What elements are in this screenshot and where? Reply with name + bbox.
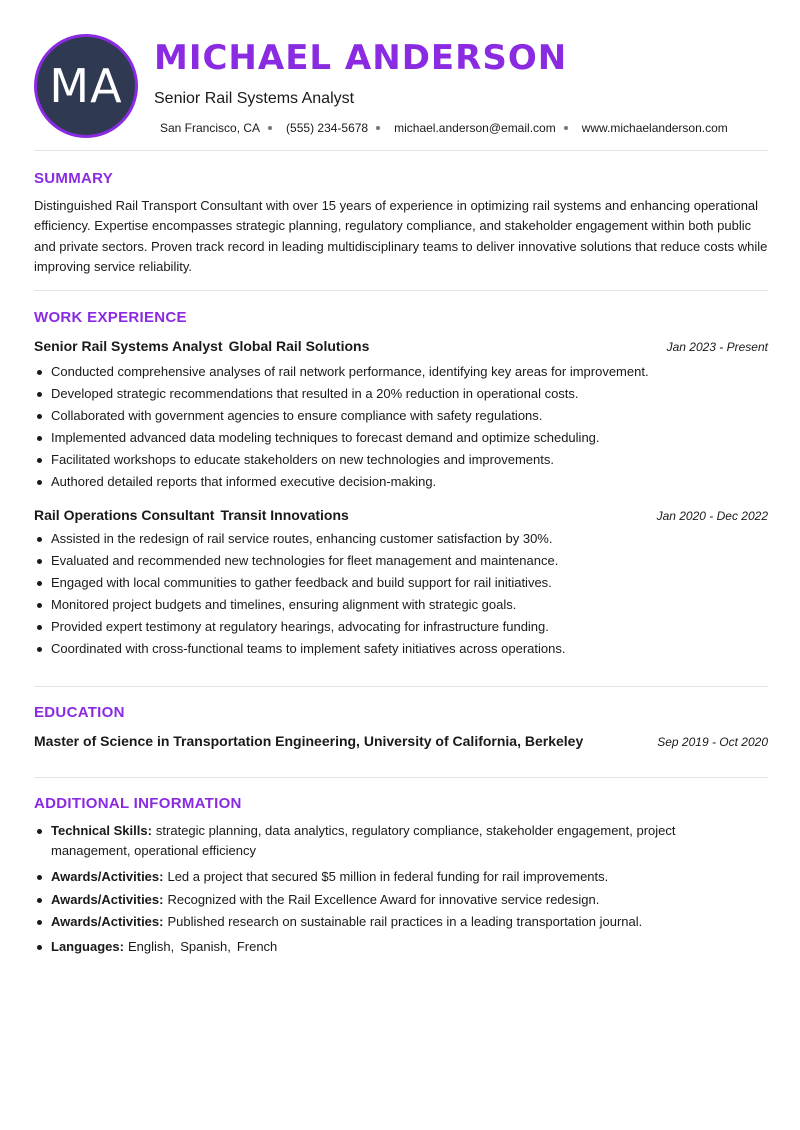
language: English, bbox=[127, 939, 175, 954]
contact-location bbox=[160, 121, 286, 135]
avatar bbox=[34, 34, 138, 138]
section-divider bbox=[34, 777, 768, 778]
item-label: Awards/Activities: bbox=[51, 892, 164, 907]
list-item: Developed strategic recommendations that resulted in a 20% reduction in operational costs. bbox=[34, 383, 768, 405]
job-title-line bbox=[34, 507, 349, 523]
job-company: Transit Innovations bbox=[220, 507, 349, 523]
list-item: Monitored project budgets and timelines, ensuring alignment with strategic goals. bbox=[34, 594, 768, 616]
email-link[interactable]: michael.anderson@email.com bbox=[394, 121, 556, 135]
additional-list bbox=[34, 821, 734, 957]
item-text: Led a project that secured $5 million in federal funding for rail improvements. bbox=[167, 869, 609, 884]
list-item: Engaged with local communities to gather feedback and build support for rail initiatives. bbox=[34, 572, 768, 594]
phone-text: (555) 234-5678 bbox=[286, 121, 369, 135]
website-link[interactable]: www.michaelanderson.com bbox=[581, 121, 728, 135]
section-divider bbox=[34, 150, 768, 151]
list-item bbox=[34, 890, 734, 912]
separator-dot bbox=[268, 126, 272, 130]
degree-text: Master of Science in Transportation Engineering, University of California, Berkeley bbox=[34, 733, 584, 749]
contact-website[interactable] bbox=[582, 121, 728, 135]
list-item: Implemented advanced data modeling techniques to forecast demand and optimize scheduling. bbox=[34, 427, 768, 449]
job-role: Senior Rail Systems Analyst bbox=[34, 338, 223, 354]
list-item bbox=[34, 912, 734, 937]
list-item: Authored detailed reports that informed executive decision-making. bbox=[34, 471, 768, 493]
job-dates: Jan 2020 - Dec 2022 bbox=[656, 509, 768, 523]
languages-label: Languages: bbox=[51, 939, 124, 954]
section-divider bbox=[34, 290, 768, 291]
language: French bbox=[236, 939, 278, 954]
separator-dot bbox=[376, 126, 380, 130]
separator-dot bbox=[564, 126, 568, 130]
job-role: Rail Operations Consultant bbox=[34, 507, 215, 523]
job-header bbox=[34, 338, 768, 354]
section-divider bbox=[34, 686, 768, 687]
list-item: Facilitated workshops to educate stakeholders on new technologies and improvements. bbox=[34, 449, 768, 471]
item-label: Awards/Activities: bbox=[51, 914, 164, 929]
job-company: Global Rail Solutions bbox=[228, 338, 370, 354]
contact-bar bbox=[160, 121, 728, 135]
languages-item bbox=[34, 937, 734, 957]
location-text: San Francisco, CA bbox=[160, 121, 261, 135]
item-label: Technical Skills: bbox=[51, 823, 152, 838]
item-text: Published research on sustainable rail practices in a leading transportation journal. bbox=[167, 914, 643, 929]
candidate-title: Senior Rail Systems Analyst bbox=[154, 90, 355, 107]
experience-heading: WORK EXPERIENCE bbox=[34, 309, 187, 326]
list-item bbox=[34, 821, 734, 867]
job-bullets bbox=[34, 528, 768, 660]
list-item: Collaborated with government agencies to ensure compliance with safety regulations. bbox=[34, 405, 768, 427]
list-item: Provided expert testimony at regulatory hearings, advocating for infrastructure funding. bbox=[34, 616, 768, 638]
summary-heading: SUMMARY bbox=[34, 170, 114, 187]
list-item: Evaluated and recommended new technologies for fleet management and maintenance. bbox=[34, 550, 768, 572]
additional-heading: ADDITIONAL INFORMATION bbox=[34, 795, 242, 812]
contact-email[interactable] bbox=[394, 121, 582, 135]
job-title-line bbox=[34, 338, 369, 354]
summary-text: Distinguished Rail Transport Consultant with over 15 years of experience in optimizing rail systems and enhancing operational efficiency. Expertise encompasses strategic planning, regulatory compliance, and stakeholder engagement within both public and private sectors. Proven track record in leading multidisciplinary teams to deliver innovative solutions that reduce costs while improving service reliability. bbox=[34, 198, 768, 274]
list-item bbox=[34, 867, 734, 890]
list-item: Conducted comprehensive analyses of rail network performance, identifying key areas for improvement. bbox=[34, 361, 768, 383]
candidate-name: MICHAEL ANDERSON bbox=[154, 38, 568, 78]
education-dates: Sep 2019 - Oct 2020 bbox=[657, 735, 768, 749]
list-item: Assisted in the redesign of rail service routes, enhancing customer satisfaction by 30%. bbox=[34, 528, 768, 550]
list-item: Coordinated with cross-functional teams to implement safety initiatives across operations. bbox=[34, 638, 768, 660]
job-bullets bbox=[34, 361, 768, 493]
avatar-initials: MA bbox=[49, 59, 123, 113]
contact-phone bbox=[286, 121, 394, 135]
resume-header bbox=[34, 34, 768, 138]
education-entry bbox=[34, 733, 768, 749]
item-text: strategic planning, data analytics, regulatory compliance, stakeholder engagement, project management, operational efficiency bbox=[51, 823, 676, 858]
item-text: Recognized with the Rail Excellence Award for innovative service redesign. bbox=[167, 892, 600, 907]
job-dates: Jan 2023 - Present bbox=[666, 340, 768, 354]
job-header bbox=[34, 507, 768, 523]
item-label: Awards/Activities: bbox=[51, 869, 164, 884]
education-heading: EDUCATION bbox=[34, 704, 125, 721]
language: Spanish, bbox=[180, 939, 231, 954]
